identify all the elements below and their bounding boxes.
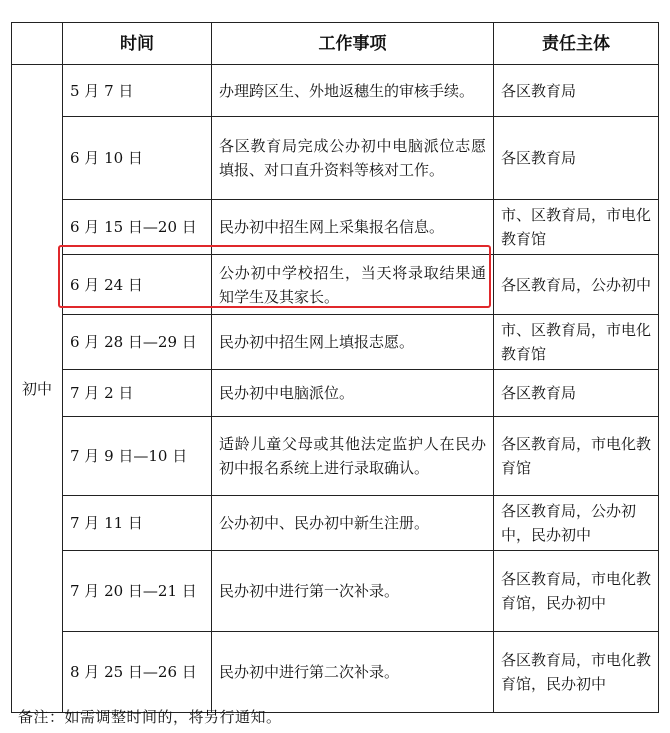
table-row	[12, 65, 659, 117]
owner-cell: 各区教育局，公办初中，民办初中	[494, 496, 659, 551]
header-row	[12, 23, 659, 65]
owner-cell: 各区教育局	[494, 370, 659, 417]
header-time: 时间	[63, 23, 212, 65]
owner-cell: 各区教育局，市电化教育馆，民办初中	[494, 632, 659, 713]
table-row	[12, 551, 659, 632]
time-cell: 7 月 11 日	[63, 496, 212, 551]
header-task: 工作事项	[212, 23, 494, 65]
footnote: 备注：如需调整时间的，将另行通知。	[18, 708, 282, 726]
task-cell: 民办初中招生网上采集报名信息。	[212, 200, 494, 255]
time-cell: 7 月 9 日—10 日	[63, 417, 212, 496]
time-cell: 6 月 15 日—20 日	[63, 200, 212, 255]
task-cell: 民办初中进行第二次补录。	[212, 632, 494, 713]
header-category	[12, 23, 63, 65]
owner-cell: 市、区教育局，市电化教育馆	[494, 315, 659, 370]
task-cell: 民办初中招生网上填报志愿。	[212, 315, 494, 370]
owner-cell: 各区教育局，公办初中	[494, 255, 659, 315]
table-row	[12, 370, 659, 417]
task-cell: 公办初中、民办初中新生注册。	[212, 496, 494, 551]
time-cell: 6 月 10 日	[63, 117, 212, 200]
table-row	[12, 417, 659, 496]
task-cell: 民办初中进行第一次补录。	[212, 551, 494, 632]
time-cell: 6 月 24 日	[63, 255, 212, 315]
owner-cell: 市、区教育局，市电化教育馆	[494, 200, 659, 255]
time-cell: 5 月 7 日	[63, 65, 212, 117]
table-row	[12, 315, 659, 370]
task-cell: 办理跨区生、外地返穗生的审核手续。	[212, 65, 494, 117]
time-cell: 6 月 28 日—29 日	[63, 315, 212, 370]
category-cell: 初中	[12, 65, 63, 713]
header-owner: 责任主体	[494, 23, 659, 65]
table-row	[12, 117, 659, 200]
table-row	[12, 200, 659, 255]
task-cell: 各区教育局完成公办初中电脑派位志愿填报、对口直升资料等核对工作。	[212, 117, 494, 200]
time-cell: 7 月 20 日—21 日	[63, 551, 212, 632]
schedule-table	[11, 22, 659, 713]
owner-cell: 各区教育局，市电化教育馆，民办初中	[494, 551, 659, 632]
owner-cell: 各区教育局	[494, 65, 659, 117]
owner-cell: 各区教育局	[494, 117, 659, 200]
table-row	[12, 496, 659, 551]
task-cell: 民办初中电脑派位。	[212, 370, 494, 417]
task-cell: 适龄儿童父母或其他法定监护人在民办初中报名系统上进行录取确认。	[212, 417, 494, 496]
time-cell: 7 月 2 日	[63, 370, 212, 417]
owner-cell: 各区教育局，市电化教育馆	[494, 417, 659, 496]
table-row-highlighted	[12, 255, 659, 315]
table-row	[12, 632, 659, 713]
time-cell: 8 月 25 日—26 日	[63, 632, 212, 713]
task-cell: 公办初中学校招生，当天将录取结果通知学生及其家长。	[212, 255, 494, 315]
